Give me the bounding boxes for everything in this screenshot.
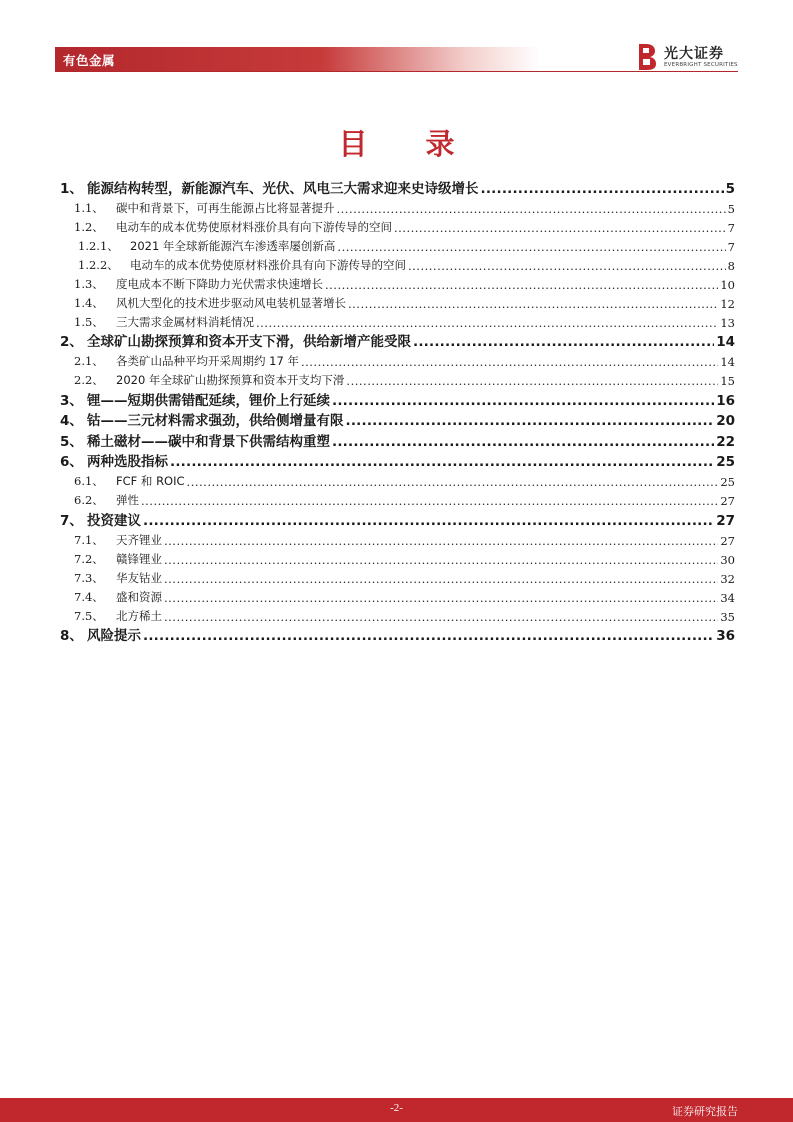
toc-entry-title: 度电成本不断下降助力光伏需求快速增长 — [116, 276, 323, 291]
toc-entry-page: 15 — [720, 374, 735, 388]
toc-entry[interactable] — [60, 450, 735, 471]
toc-dot-leader — [301, 358, 718, 370]
toc-entry-page: 27 — [720, 533, 735, 548]
logo-name-en: EVERBRIGHT SECURITIES — [664, 62, 738, 68]
toc-entry[interactable] — [60, 470, 735, 489]
toc-dot-leader — [187, 478, 719, 490]
toc-entry-title: 风险提示 — [87, 628, 141, 644]
toc-entry[interactable] — [60, 235, 735, 254]
toc-entry-page: 5 — [727, 201, 735, 216]
toc-entry-number: 8、 — [60, 628, 83, 644]
toc-entry-title: 风机大型化的技术进步驱动风电装机显著增长 — [116, 295, 346, 310]
toc-dot-leader — [164, 536, 718, 548]
toc-dot-leader — [143, 631, 714, 645]
toc-entry[interactable] — [60, 548, 735, 567]
toc-entry-title: 各类矿山品种平均开采周期约 17 年 — [116, 354, 299, 368]
toc-dot-leader — [348, 299, 718, 311]
toc-entry-title: 2021 年全球新能源汽车渗透率屡创新高 — [130, 238, 336, 253]
toc-entry-number: 1.3、 — [74, 276, 104, 291]
toc-entry-title: 电动车的成本优势使原材料涨价具有向下游传导的空间 — [130, 257, 406, 272]
toc-entry[interactable] — [60, 330, 735, 351]
page-title: 目 录 — [338, 127, 479, 161]
toc-entry-title: 稀土磁材——碳中和背景下供需结构重塑 — [87, 433, 330, 450]
toc-entry-title: 三大需求金属材料消耗情况 — [116, 314, 254, 329]
toc-entry-title: 能源结构转型，新能源汽车、光伏、风电三大需求迎来史诗级增长 — [87, 180, 479, 197]
toc-entry-page: 22 — [716, 433, 735, 450]
toc-entry[interactable] — [60, 529, 735, 548]
toc-entry-page: 25 — [720, 475, 735, 489]
toc-entry-number: 7.2、 — [74, 551, 104, 566]
toc-entry-title: FCF 和 ROIC — [116, 474, 185, 488]
toc-entry-number: 1.2、 — [74, 219, 104, 234]
toc-entry-number: 7.3、 — [74, 570, 104, 585]
logo-name-cn: 光大证券 — [664, 46, 724, 62]
toc-entry-page: 13 — [720, 315, 735, 330]
toc-entry[interactable] — [60, 586, 735, 605]
toc-entry-number: 2.2、 — [74, 373, 104, 387]
toc-entry-page: 12 — [720, 296, 735, 311]
toc-entry[interactable] — [60, 388, 735, 409]
toc-dot-leader — [164, 593, 718, 605]
toc-entry-number: 1.5、 — [74, 314, 104, 329]
toc-entry[interactable] — [60, 254, 735, 273]
toc-dot-leader — [337, 242, 725, 254]
toc-entry-title: 锂——短期供需错配延续，锂价上行延续 — [87, 392, 330, 409]
toc-entry-number: 6.2、 — [74, 493, 104, 507]
toc-dot-leader — [256, 318, 718, 330]
toc-entry-number: 2、 — [60, 334, 83, 350]
toc-entry-number: 5、 — [60, 433, 83, 450]
table-of-contents — [60, 176, 735, 644]
toc-entry-number: 6.1、 — [74, 474, 104, 488]
toc-entry-number: 1.2.1、 — [78, 238, 119, 253]
toc-dot-leader — [332, 436, 714, 450]
toc-dot-leader — [170, 457, 714, 471]
toc-entry[interactable] — [60, 567, 735, 586]
toc-entry[interactable] — [60, 176, 735, 197]
toc-entry-number: 7.5、 — [74, 608, 104, 623]
toc-entry[interactable] — [60, 350, 735, 369]
toc-entry-page: 7 — [727, 239, 735, 254]
toc-entry[interactable] — [60, 624, 735, 645]
toc-entry-title: 碳中和背景下，可再生能源占比将显著提升 — [116, 200, 335, 215]
toc-dot-leader — [481, 183, 724, 197]
toc-entry-title: 盛和资源 — [116, 589, 162, 604]
toc-entry-page: 25 — [716, 454, 735, 470]
toc-entry-number: 1.1、 — [74, 200, 104, 215]
toc-entry-number: 7.4、 — [74, 589, 104, 604]
toc-entry-page: 8 — [727, 258, 735, 273]
toc-entry-page: 27 — [720, 494, 735, 508]
toc-entry-page: 16 — [716, 392, 735, 409]
toc-dot-leader — [394, 223, 726, 235]
toc-entry[interactable] — [60, 429, 735, 450]
toc-dot-leader — [141, 497, 718, 509]
toc-entry-page: 20 — [716, 413, 735, 429]
toc-entry-title: 北方稀土 — [116, 608, 162, 623]
toc-entry-title: 两种选股指标 — [87, 454, 168, 470]
toc-dot-leader — [413, 337, 714, 351]
toc-entry[interactable] — [60, 273, 735, 292]
toc-entry[interactable] — [60, 605, 735, 624]
toc-dot-leader — [346, 377, 718, 389]
toc-entry-number: 1.2.2、 — [78, 257, 119, 272]
toc-entry[interactable] — [60, 369, 735, 388]
toc-dot-leader — [164, 555, 718, 567]
report-type-label: 证券研究报告 — [672, 1105, 738, 1118]
toc-dot-leader — [325, 280, 718, 292]
header-band — [55, 47, 540, 71]
toc-dot-leader — [346, 416, 715, 430]
toc-entry-title: 钴——三元材料需求强劲，供给侧增量有限 — [87, 413, 344, 429]
toc-entry-page: 36 — [716, 628, 735, 644]
toc-entry-page: 14 — [720, 355, 735, 369]
toc-dot-leader — [408, 261, 726, 273]
footer-band — [0, 1098, 793, 1122]
toc-entry-page: 5 — [725, 180, 735, 197]
section-label: 有色金属 — [63, 53, 116, 68]
toc-entry-title: 投资建议 — [87, 512, 141, 529]
toc-entry-page: 14 — [716, 334, 735, 350]
toc-entry-number: 7、 — [60, 512, 83, 529]
toc-entry-number: 2.1、 — [74, 354, 104, 368]
toc-entry-page: 35 — [720, 609, 735, 624]
toc-entry-number: 3、 — [60, 392, 83, 409]
toc-dot-leader — [332, 395, 714, 409]
toc-entry-title: 全球矿山勘探预算和资本开支下滑，供给新增产能受限 — [87, 334, 411, 350]
toc-entry-page: 34 — [720, 590, 735, 605]
toc-entry-page: 7 — [727, 220, 735, 235]
everbright-logo — [636, 42, 738, 70]
toc-entry-title: 2020 年全球矿山勘探预算和资本开支均下滑 — [116, 373, 345, 387]
toc-entry-number: 7.1、 — [74, 532, 104, 547]
toc-entry-title: 赣锋锂业 — [116, 551, 162, 566]
toc-entry-number: 1.4、 — [74, 295, 104, 310]
toc-entry-number: 1、 — [60, 180, 83, 197]
toc-entry-number: 6、 — [60, 454, 83, 470]
toc-entry[interactable] — [60, 508, 735, 529]
toc-entry[interactable] — [60, 197, 735, 216]
toc-entry[interactable] — [60, 292, 735, 311]
toc-dot-leader — [164, 612, 718, 624]
toc-entry-title: 天齐锂业 — [116, 532, 162, 547]
toc-entry-page: 30 — [720, 552, 735, 567]
toc-entry-title: 弹性 — [116, 493, 139, 507]
toc-entry[interactable] — [60, 489, 735, 508]
toc-entry-page: 32 — [720, 571, 735, 586]
toc-entry-page: 10 — [720, 277, 735, 292]
toc-entry-page: 27 — [716, 512, 735, 529]
toc-entry-number: 4、 — [60, 413, 83, 429]
toc-entry[interactable] — [60, 409, 735, 430]
toc-entry[interactable] — [60, 216, 735, 235]
toc-dot-leader — [164, 574, 718, 586]
logo-mark-icon — [636, 42, 660, 70]
toc-entry-title: 华友钴业 — [116, 570, 162, 585]
header-rule — [55, 71, 738, 72]
toc-entry-title: 电动车的成本优势使原材料涨价具有向下游传导的空间 — [116, 219, 392, 234]
toc-dot-leader — [337, 204, 726, 216]
page-number: -2- — [390, 1102, 403, 1114]
toc-dot-leader — [143, 515, 714, 529]
toc-entry[interactable] — [60, 311, 735, 330]
